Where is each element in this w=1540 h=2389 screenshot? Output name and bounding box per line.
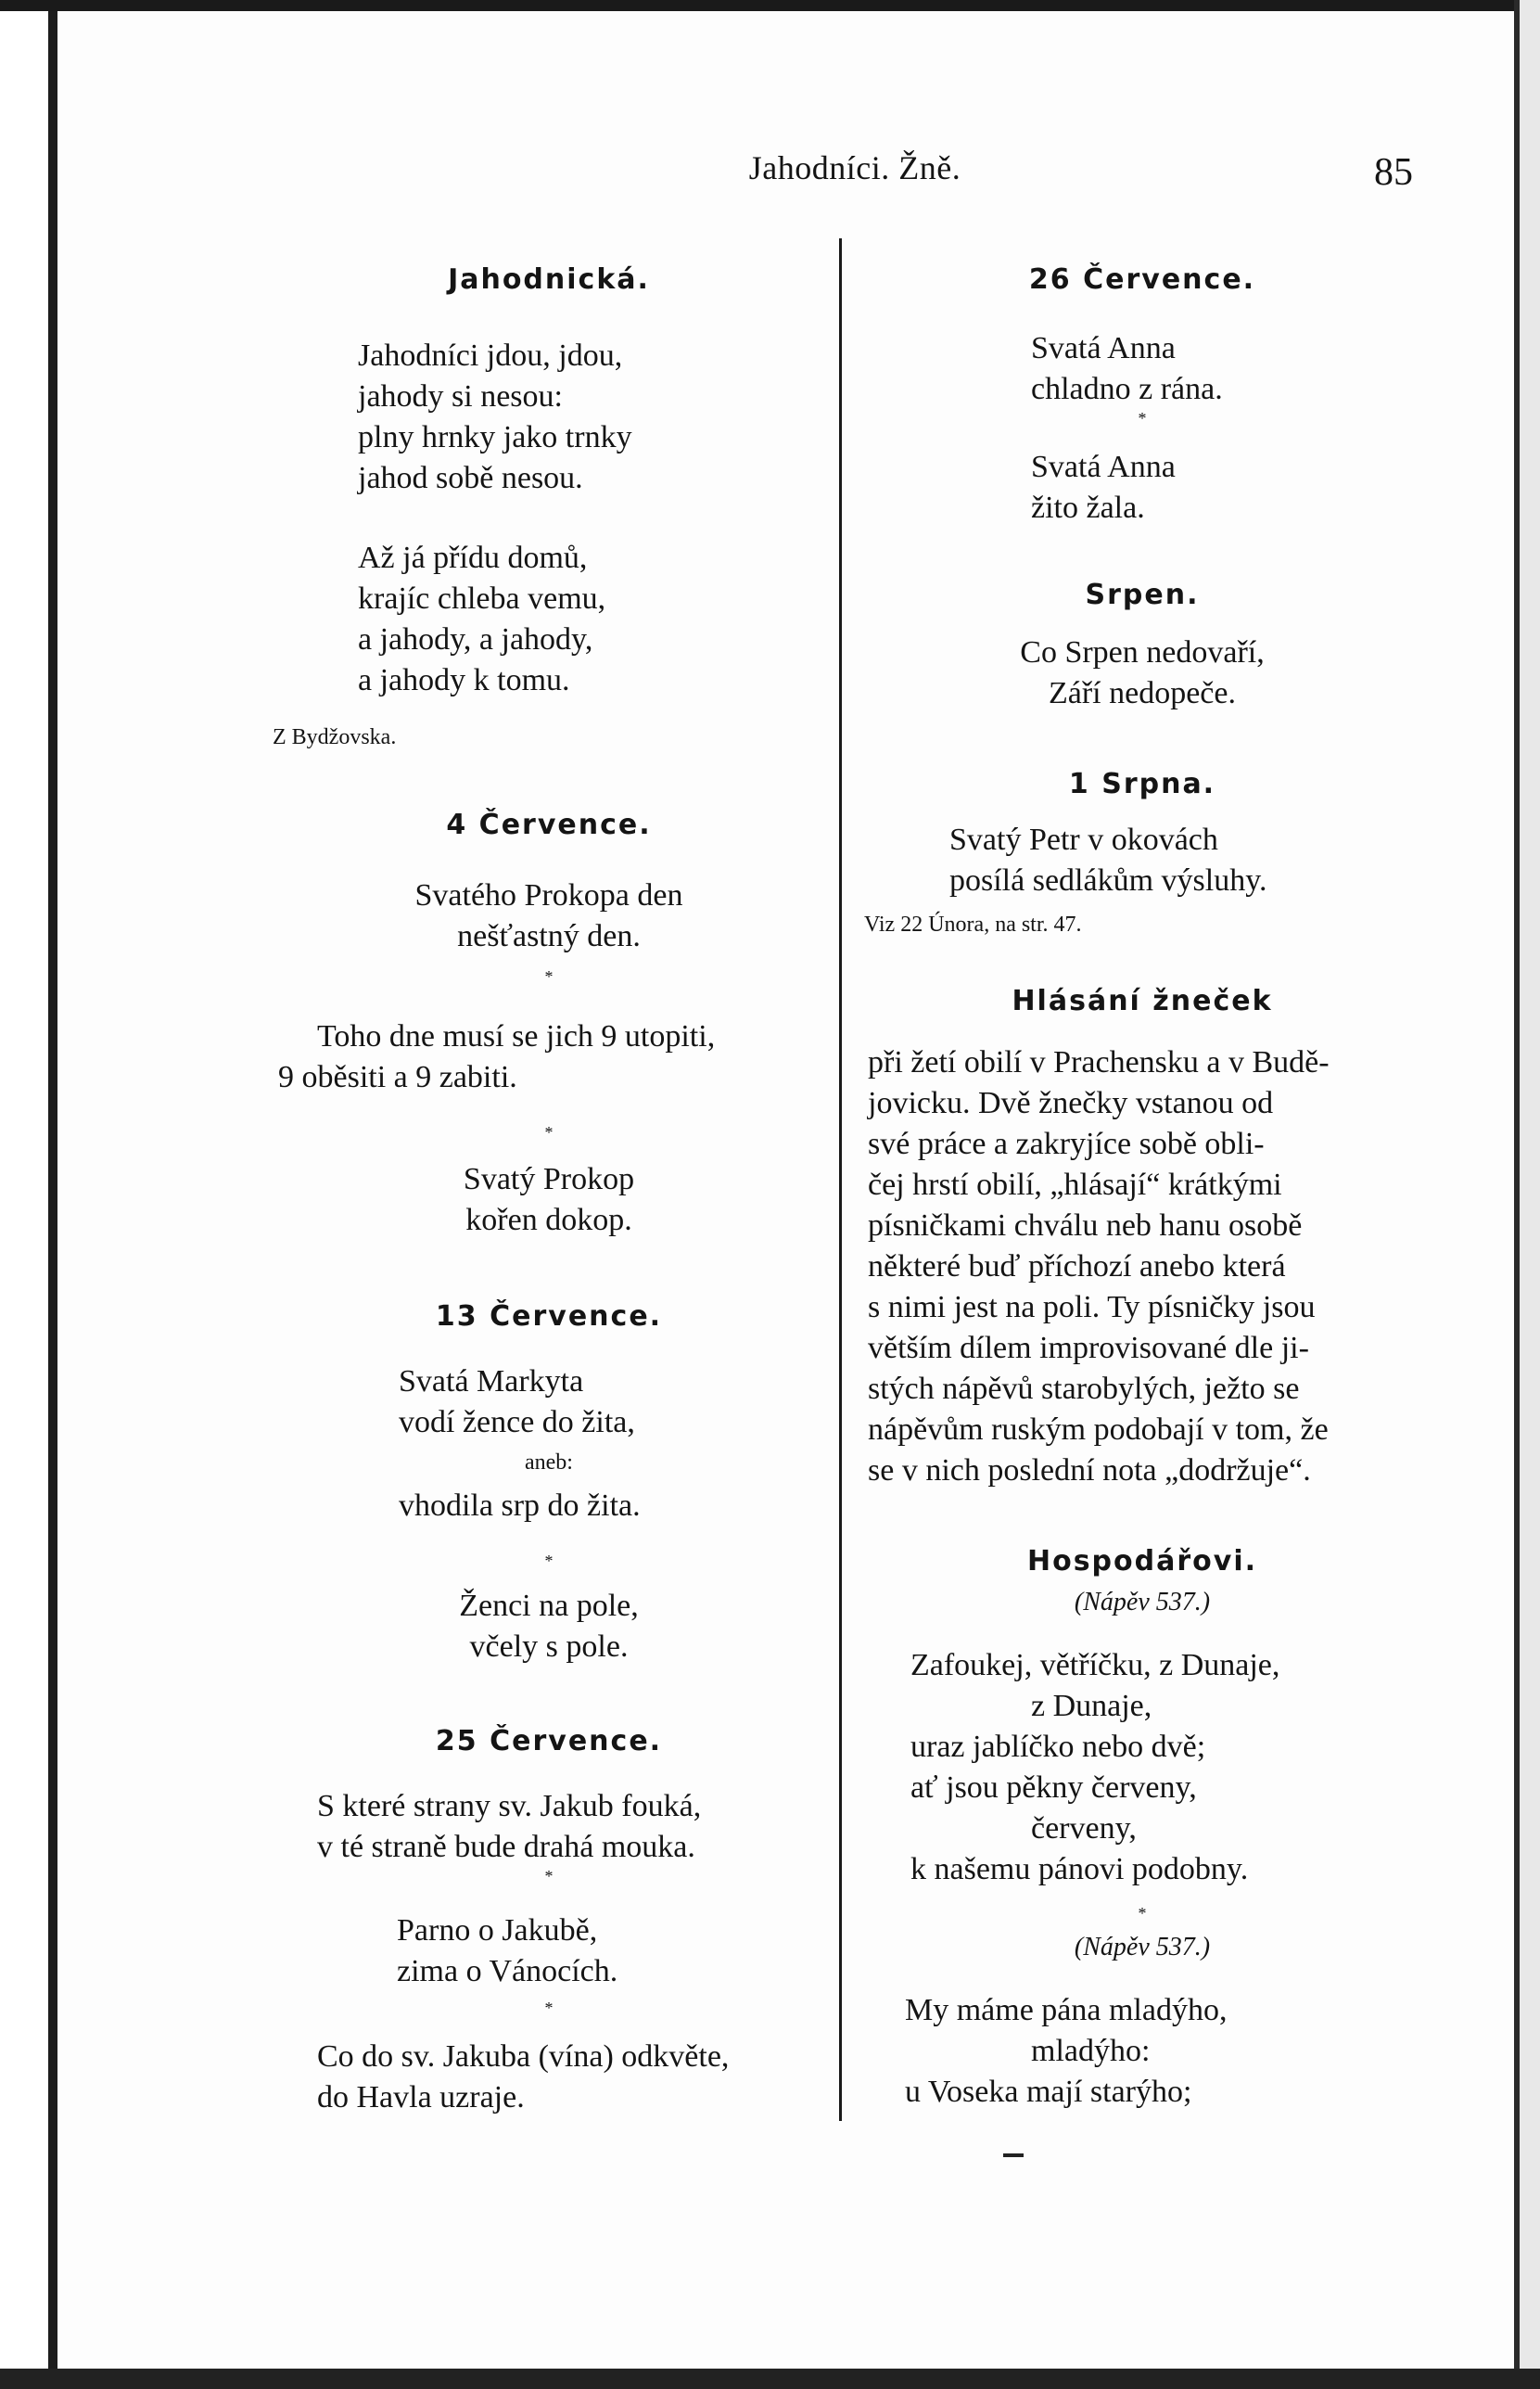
prose-line: při žetí obilí v Prachensku a v Budě- bbox=[868, 1045, 1330, 1080]
verse-jakub-3 bbox=[317, 2037, 892, 2118]
verse-petr bbox=[949, 820, 1506, 901]
verse-line: ať jsou pěkny červeny, bbox=[910, 1770, 1197, 1805]
prose-line: stých nápěvů starobylých, ježto se bbox=[868, 1372, 1300, 1406]
verse-line: Svatá Markyta bbox=[399, 1364, 584, 1399]
tune-reference: (Nápěv 537.) bbox=[1074, 1933, 1211, 1961]
verse-line: posílá sedlákům výsluhy. bbox=[949, 863, 1267, 898]
verse-anna-1 bbox=[1031, 328, 1540, 410]
verse-hospodarovi-1 bbox=[910, 1645, 1467, 1890]
scan-border-top bbox=[0, 0, 1540, 11]
verse-jakub-1 bbox=[317, 1786, 892, 1868]
verse-anna-2 bbox=[1031, 447, 1540, 529]
verse-line: mladýho: bbox=[1031, 2034, 1151, 2068]
prose-line: čej hrstí obilí, „hlásají“ krátkými bbox=[868, 1168, 1282, 1202]
prose-prokop bbox=[278, 1016, 892, 1098]
verse-line: chladno z rána. bbox=[1031, 372, 1223, 406]
verse-line: v té straně bude drahá mouka. bbox=[317, 1830, 695, 1864]
heading-hospodarovi: Hospodářovi. bbox=[1026, 1545, 1258, 1578]
heading-26-cervence: 26 Července. bbox=[1028, 263, 1256, 296]
reference-note: Viz 22 Února, na str. 47. bbox=[864, 913, 1082, 937]
book-page bbox=[57, 11, 1514, 2369]
verse-line: z Dunaje, bbox=[1031, 1689, 1152, 1723]
verse-line: Ženci na pole, bbox=[459, 1589, 639, 1623]
verse-line: a jahody k tomu. bbox=[358, 663, 570, 697]
verse-line: zima o Vánocích. bbox=[397, 1954, 618, 1988]
heading-hlasani-znecek: Hlásání žneček bbox=[1012, 985, 1273, 1017]
verse-line: Co Srpen nedovaří, bbox=[1020, 635, 1265, 670]
prose-line: větším dílem improvisované dle ji- bbox=[868, 1331, 1309, 1365]
tune-reference: (Nápěv 537.) bbox=[1074, 1588, 1211, 1616]
separator-star: * bbox=[544, 1999, 554, 2017]
verse-line: vodí žence do žita, bbox=[399, 1405, 635, 1439]
verse-line: kořen dokop. bbox=[465, 1203, 632, 1237]
verse-line: nešťastný den. bbox=[457, 919, 641, 953]
prose-line: své práce a zakryjíce sobě obli- bbox=[868, 1127, 1265, 1161]
separator-star: * bbox=[544, 1552, 554, 1570]
verse-line: Svatý Prokop bbox=[463, 1162, 635, 1196]
verse-line: krajíc chleba vemu, bbox=[358, 581, 606, 616]
heading-jahodnicka: Jahodnická. bbox=[448, 263, 650, 296]
prose-line: se v nich poslední nota „dodržuje“. bbox=[868, 1453, 1311, 1488]
verse-line: Jahodníci jdou, jdou, bbox=[358, 339, 623, 373]
verse-prokop-2 bbox=[261, 1159, 836, 1241]
verse-line: My máme pána mladýho, bbox=[905, 1993, 1228, 2027]
prose-line: některé buď příchozí anebo která bbox=[868, 1249, 1286, 1284]
verse-line: u Voseka mají starýho; bbox=[905, 2075, 1192, 2109]
verse-line: S které strany sv. Jakub fouká, bbox=[317, 1789, 702, 1823]
prose-hlasani bbox=[868, 1042, 1424, 1491]
verse-line: k našemu pánovi podobny. bbox=[910, 1852, 1249, 1886]
prose-line: s nimi jest na poli. Ty písničky jsou bbox=[868, 1290, 1316, 1324]
verse-line: do Havla uzraje. bbox=[317, 2080, 525, 2114]
verse-markyta-2 bbox=[399, 1486, 974, 1527]
separator-star: * bbox=[544, 1123, 554, 1142]
verse-line: plny hrnky jako trnky bbox=[358, 420, 632, 454]
verse-hospodarovi-2 bbox=[905, 1990, 1461, 2113]
verse-jahodnicka-2 bbox=[358, 538, 933, 701]
verse-line: Září nedopeče. bbox=[1049, 676, 1236, 710]
verse-jahodnicka-1 bbox=[358, 336, 933, 499]
verse-line: uraz jablíčko nebo dvě; bbox=[910, 1730, 1206, 1764]
heading-4-cervence: 4 Července. bbox=[446, 809, 652, 841]
separator-star: * bbox=[544, 967, 554, 986]
verse-line: červeny, bbox=[1031, 1811, 1137, 1846]
separator-star: * bbox=[1138, 409, 1147, 428]
verse-zenci bbox=[261, 1586, 836, 1667]
verse-line: vhodila srp do žita. bbox=[399, 1488, 641, 1523]
verse-srpen bbox=[864, 632, 1420, 714]
verse-prokop-1 bbox=[261, 875, 836, 957]
verse-line: jahody si nesou: bbox=[358, 379, 563, 414]
verse-line: Až já přídu domů, bbox=[358, 541, 588, 575]
verse-line: jahod sobě nesou. bbox=[358, 461, 583, 495]
scan-border-bottom bbox=[0, 2369, 1540, 2389]
verse-line: Parno o Jakubě, bbox=[397, 1913, 598, 1948]
verse-line: Svatý Petr v okovách bbox=[949, 823, 1218, 857]
running-head: Jahodníci. Žně. bbox=[748, 149, 961, 186]
verse-line: žito žala. bbox=[1031, 491, 1145, 525]
scan-border-left bbox=[48, 11, 57, 2385]
verse-line: Zafoukej, větříčku, z Dunaje, bbox=[910, 1648, 1280, 1682]
page-number: 85 bbox=[1374, 151, 1413, 194]
catchword-dash bbox=[1003, 2153, 1024, 2157]
heading-25-cervence: 25 Července. bbox=[435, 1725, 663, 1757]
separator-star: * bbox=[1138, 1904, 1147, 1923]
verse-line: včely s pole. bbox=[469, 1629, 629, 1664]
verse-line: Svatého Prokopa den bbox=[414, 878, 683, 913]
heading-13-cervence: 13 Července. bbox=[435, 1300, 663, 1333]
prose-line: 9 oběsiti a 9 zabiti. bbox=[278, 1060, 517, 1094]
prose-line: Toho dne musí se jich 9 utopiti, bbox=[317, 1019, 716, 1054]
verse-line: Svatá Anna bbox=[1031, 450, 1176, 484]
verse-line: Co do sv. Jakuba (vína) odkvěte, bbox=[317, 2039, 730, 2074]
prose-line: nápěvům ruským podobají v tom, že bbox=[868, 1412, 1329, 1447]
verse-line: Svatá Anna bbox=[1031, 331, 1176, 365]
aneb-note: aneb: bbox=[525, 1450, 573, 1475]
verse-line: a jahody, a jahody, bbox=[358, 622, 593, 657]
separator-star: * bbox=[544, 1867, 554, 1885]
source-note: Z Bydžovska. bbox=[273, 725, 397, 749]
heading-1-srpna: 1 Srpna. bbox=[1068, 768, 1216, 800]
heading-srpen: Srpen. bbox=[1085, 579, 1200, 611]
prose-line: písničkami chválu neb hanu osobě bbox=[868, 1208, 1303, 1243]
prose-line: jovicku. Dvě žnečky vstanou od bbox=[868, 1086, 1274, 1120]
